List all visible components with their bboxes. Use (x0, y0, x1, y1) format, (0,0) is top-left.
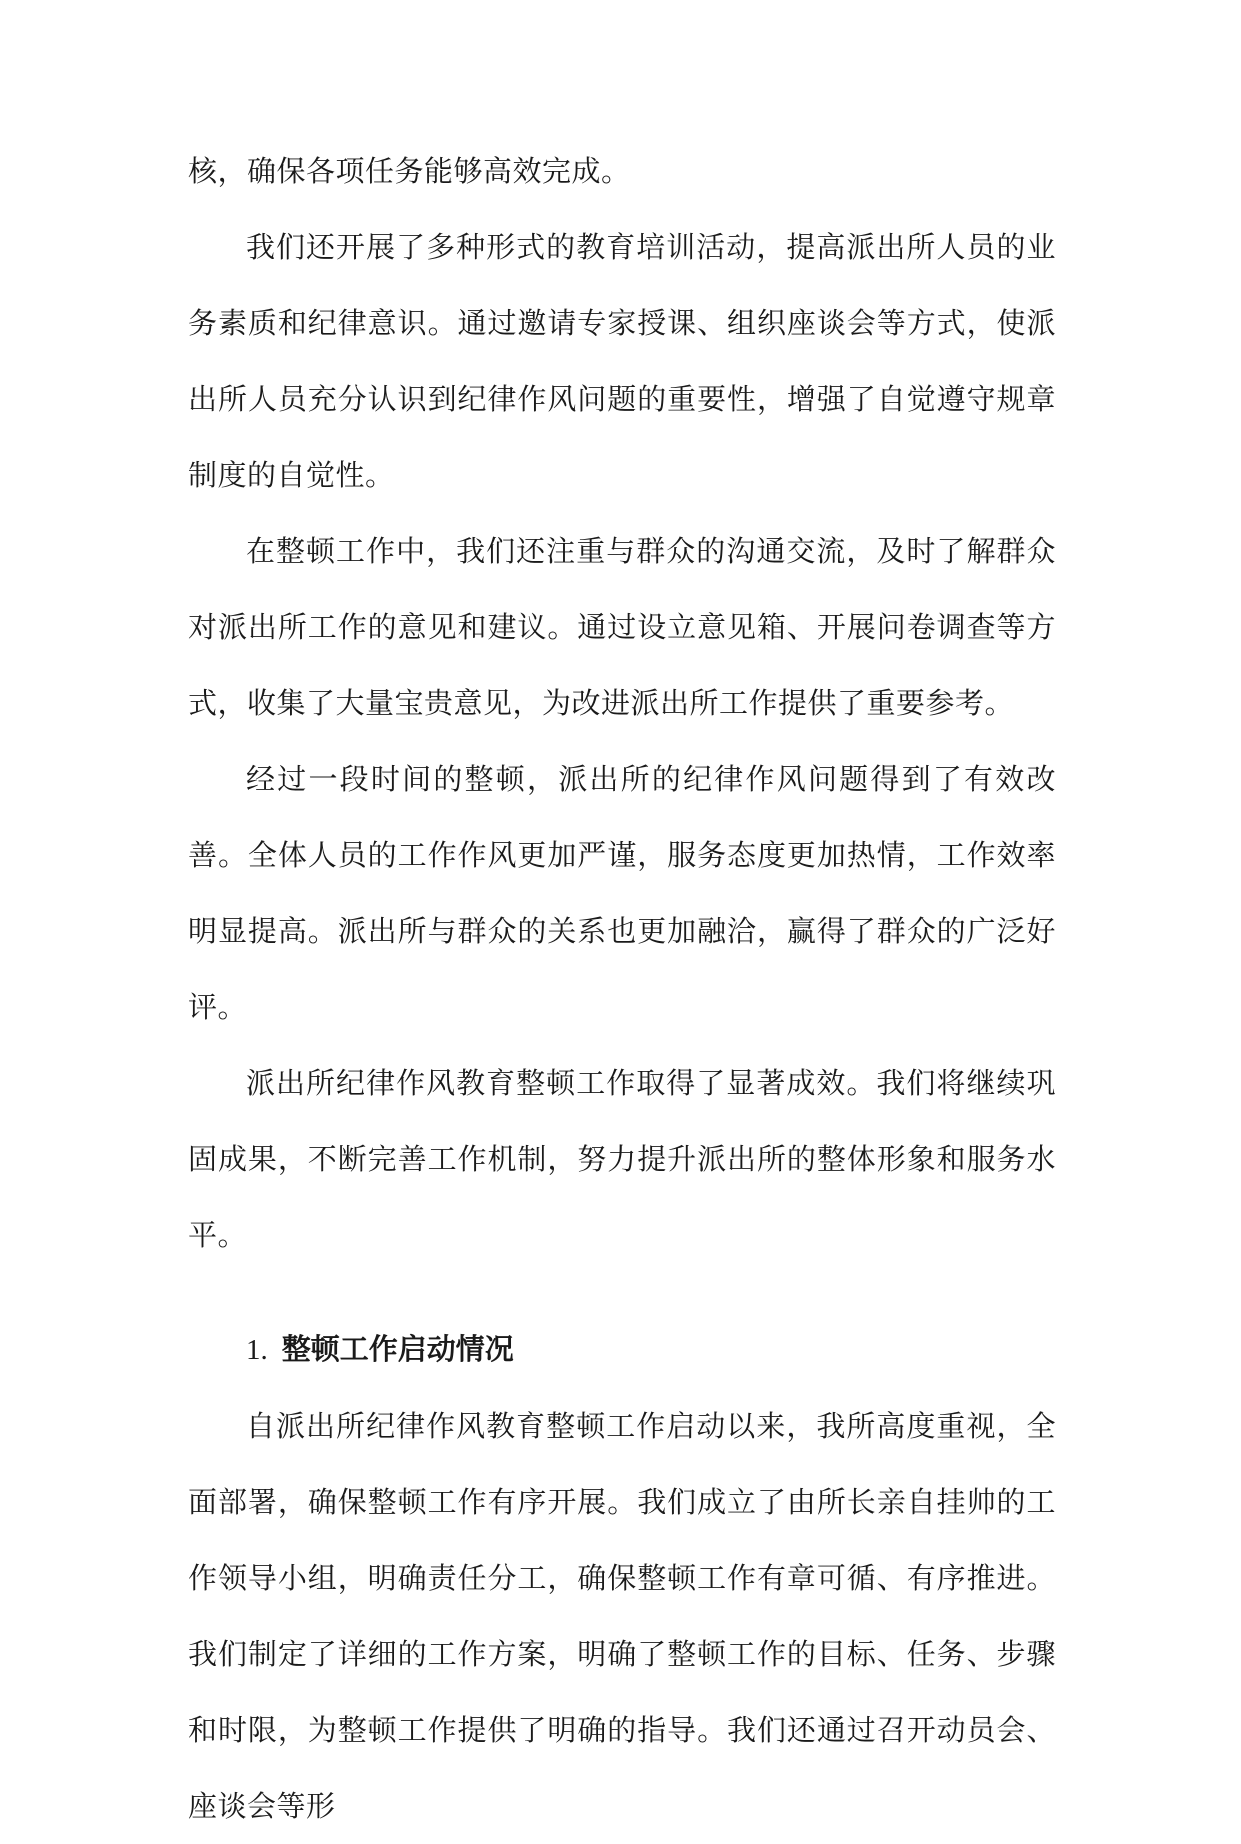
paragraph-communication: 在整顿工作中，我们还注重与群众的沟通交流，及时了解群众对派出所工作的意见和建议。通过设立意见箱、开展问卷调查等方式，收集了大量宝贵意见，为改进派出所工作提供了重要参考。 (188, 534, 1056, 720)
section-heading (188, 1311, 1056, 1388)
paragraph-continuation: 核，确保各项任务能够高效完成。 (188, 154, 631, 188)
paragraph-startup: 自派出所纪律作风教育整顿工作启动以来，我所高度重视，全面部署，确保整顿工作有序开展。我们成立了由所长亲自挂帅的工作领导小组，明确责任分工，确保整顿工作有章可循、有序推进。我们制定了详细的工作方案，明确了整顿工作的目标、任务、步骤和时限，为整顿工作提供了明确的指导。我们还通过召开动员会、座谈会等形 (188, 1409, 1056, 1823)
paragraph-conclusion: 派出所纪律作风教育整顿工作取得了显著成效。我们将继续巩固成果，不断完善工作机制，努力提升派出所的整体形象和服务水平。 (188, 1066, 1056, 1252)
section-title: 整顿工作启动情况 (281, 1332, 514, 1366)
paragraph-results: 经过一段时间的整顿，派出所的纪律作风问题得到了有效改善。全体人员的工作作风更加严谨，服务态度更加热情，工作效率明显提高。派出所与群众的关系也更加融洽，赢得了群众的广泛好评。 (188, 762, 1056, 1024)
section-number: 1. (246, 1334, 268, 1366)
document-body (188, 133, 1056, 1844)
paragraph-training: 我们还开展了多种形式的教育培训活动，提高派出所人员的业务素质和纪律意识。通过邀请专家授课、组织座谈会等方式，使派出所人员充分认识到纪律作风问题的重要性，增强了自觉遵守规章制度的自觉性。 (188, 230, 1056, 492)
